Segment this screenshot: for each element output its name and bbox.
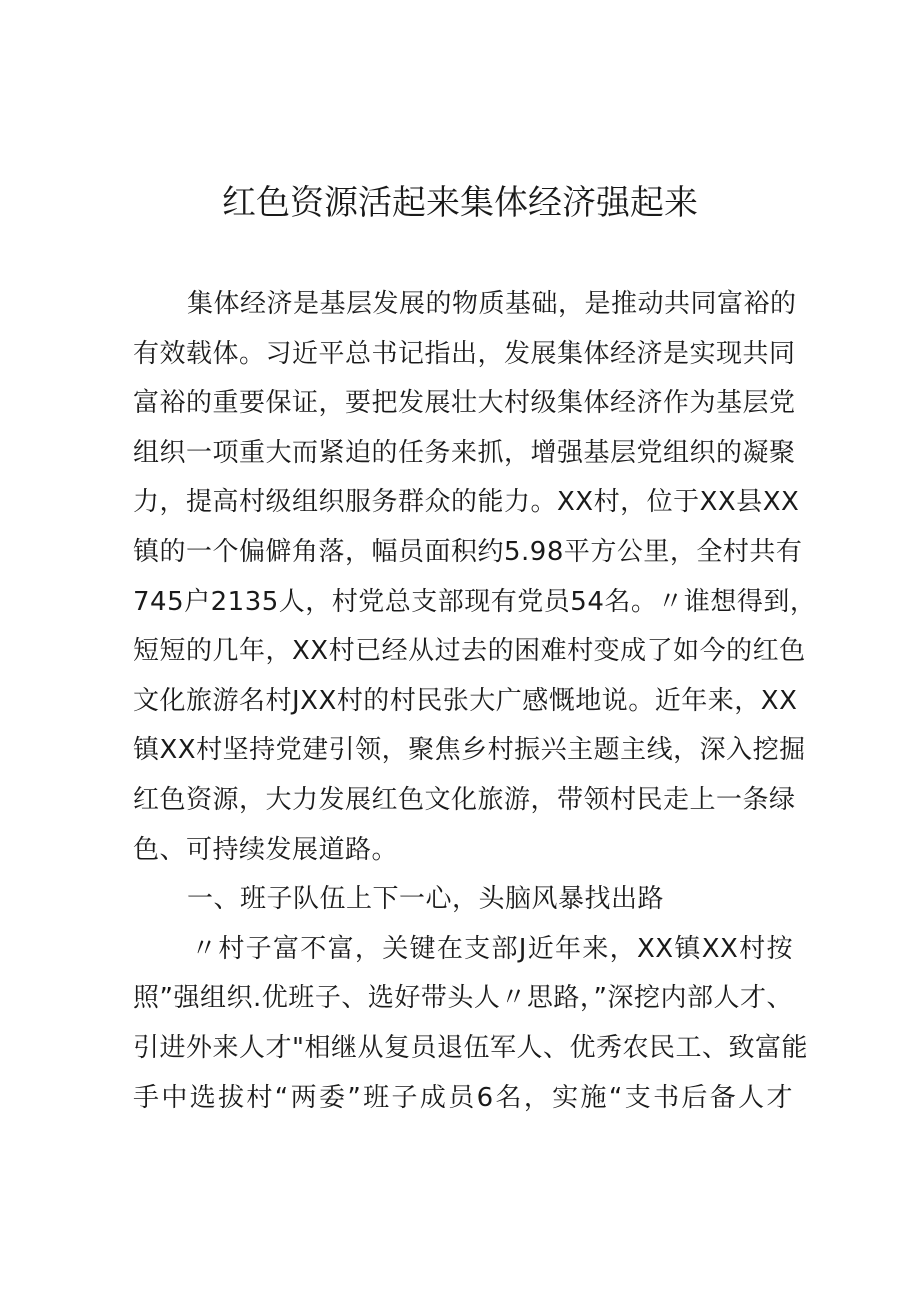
paragraph-line: 集体经济是基层发展的物质基础，是推动共同富裕的 <box>187 289 797 319</box>
document-title: 红色资源活起来集体经济强起来 <box>222 183 698 223</box>
paragraph-line: 有效载体。习近平总书记指出，发展集体经济是实现共同 <box>133 338 796 369</box>
paragraph-line: 色、可持续发展道路。 <box>133 834 399 865</box>
paragraph-line: 照”强组织.优班子、选好带头人〃思路，”深挖内部人才、 <box>133 983 793 1014</box>
section-heading: 一、班子队伍上下一心，头脑风暴找出路 <box>187 884 665 915</box>
paragraph-line: 镇XX村坚持党建引领，聚焦乡村振兴主题主线，深入挖掘 <box>133 735 806 766</box>
paragraph-line: 745户2135人，村党总支部现有党员54名。〃谁想得到， <box>133 586 817 617</box>
paragraph-line: 文化旅游名村JXX村的村民张大广感慨地说。近年来，XX <box>133 685 798 716</box>
paragraph-line: 〃村子富不富，关键在支部J近年来，XX镇XX村按 <box>191 933 793 964</box>
paragraph-line: 富裕的重要保证，要把发展壮大村级集体经济作为基层党 <box>133 388 796 419</box>
paragraph-line: 引进外来人才"相继从复员退伍军人、优秀农民工、致富能 <box>133 1032 808 1063</box>
paragraph-line: 短短的几年，XX村已经从过去的困难村变成了如今的红色 <box>133 636 806 667</box>
paragraph-line: 手中选拔村“两委”班子成员6名，实施“支书后备人才 <box>133 1082 793 1113</box>
paragraph-line: 力，提高村级组织服务群众的能力。XX村，位于XX县XX <box>133 487 800 518</box>
paragraph-line: 组织一项重大而紧迫的任务来抓，增强基层党组织的凝聚 <box>133 437 796 468</box>
paragraph-line: 镇的一个偏僻角落，幅员面积约5.98平方公里，全村共有 <box>133 536 803 567</box>
paragraph-line: 红色资源，大力发展红色文化旅游，带领村民走上一条绿 <box>133 784 796 815</box>
document-body <box>133 280 817 1123</box>
